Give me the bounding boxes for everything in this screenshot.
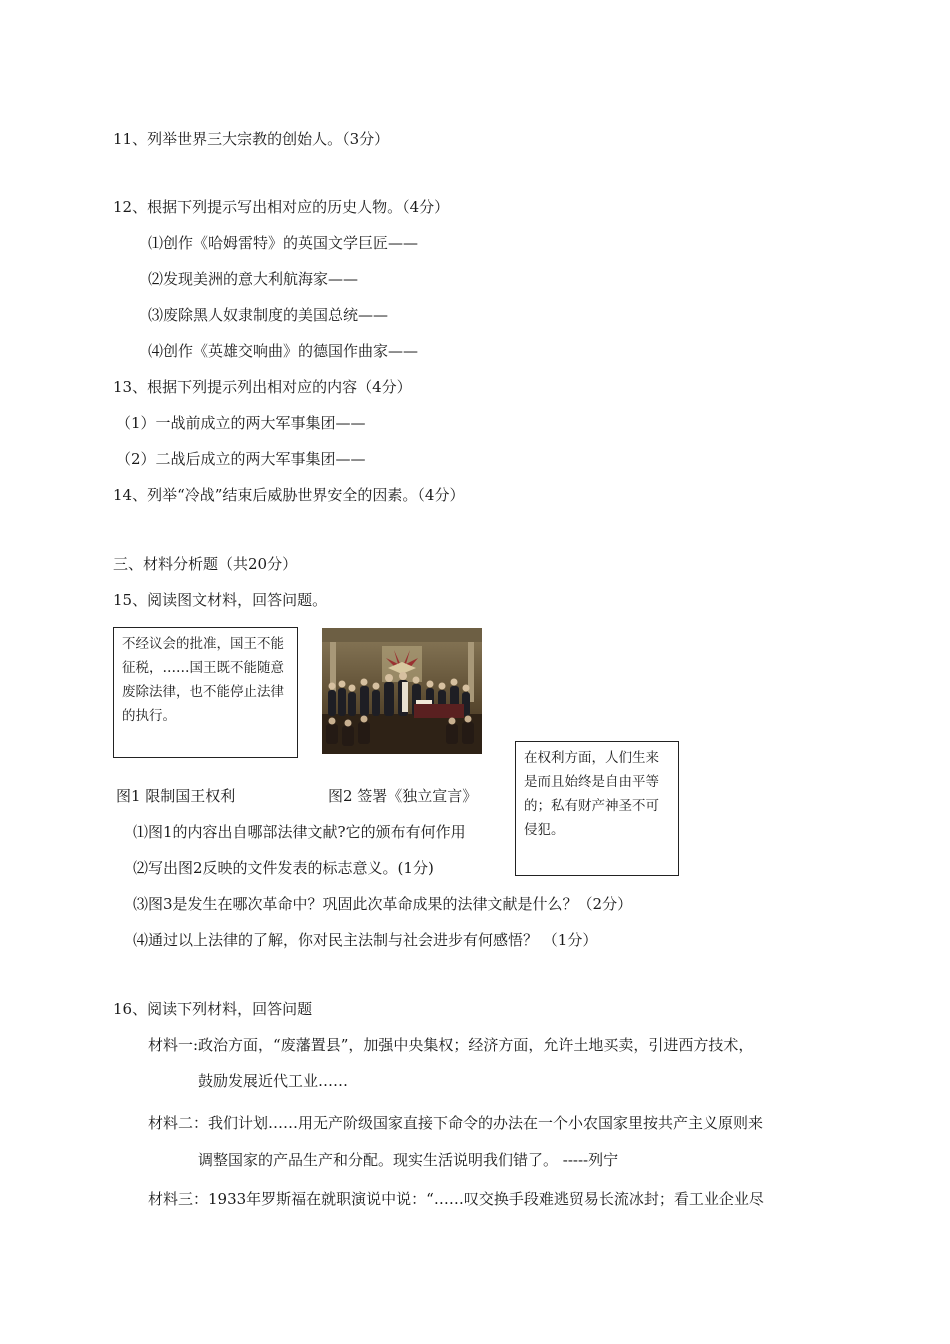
question-13-item-2: （2）二战后成立的两大军事集团—— xyxy=(116,450,366,468)
material-2-line-1: 材料二：我们计划……用无产阶级国家直接下命令的办法在一个小农国家里按共产主义原则来 xyxy=(148,1114,764,1132)
question-14: 14、列举“冷战”结束后威胁世界安全的因素。（4分） xyxy=(113,486,465,504)
figure-1-text-box: 不经议会的批准，国王不能征税，……国王既不能随意废除法律，也不能停止法律的执行。 xyxy=(113,627,298,758)
question-15-sub-1: ⑴图1的内容出自哪部法律文献?它的颁布有何作用 xyxy=(133,823,466,841)
question-12-stem: 12、根据下列提示写出相对应的历史人物。（4分） xyxy=(113,198,450,216)
material-3-line-1: 材料三：1933年罗斯福在就职演说中说：“……叹交换手段难逃贸易长流冰封；看工业企业尽 xyxy=(148,1190,764,1208)
question-15-sub-2: ⑵写出图2反映的文件发表的标志意义。(1分) xyxy=(133,859,434,877)
question-13-item-1: （1）一战前成立的两大军事集团—— xyxy=(116,414,366,432)
question-12-item-3: ⑶废除黑人奴隶制度的美国总统—— xyxy=(148,306,389,324)
material-1-line-1: 材料一:政治方面，“废藩置县”，加强中央集权；经济方面，允许土地买卖，引进西方技术， xyxy=(148,1036,754,1054)
figure-2-caption: 图2 签署《独立宣言》 xyxy=(328,787,478,805)
material-1-line-2: 鼓励发展近代工业…… xyxy=(198,1072,349,1090)
figure-1-caption: 图1 限制国王权利 xyxy=(116,787,236,805)
material-2-line-2: 调整国家的产品生产和分配。现实生活说明我们错了。 -----列宁 xyxy=(198,1151,619,1169)
question-15-sub-4: ⑷通过以上法律的了解，你对民主法制与社会进步有何感悟？ （1分） xyxy=(133,931,598,949)
question-12-item-1: ⑴创作《哈姆雷特》的英国文学巨匠—— xyxy=(148,234,419,252)
section-three-title: 三、材料分析题（共20分） xyxy=(113,555,298,573)
question-12-item-2: ⑵发现美洲的意大利航海家—— xyxy=(148,270,359,288)
question-13-stem: 13、根据下列提示列出相对应的内容（4分） xyxy=(113,378,412,396)
declaration-painting-image xyxy=(322,628,482,754)
question-15-stem: 15、阅读图文材料，回答问题。 xyxy=(113,591,328,609)
figure-3-text-box: 在权利方面，人们生来是而且始终是自由平等的；私有财产神圣不可侵犯。 xyxy=(515,741,679,876)
question-16-stem: 16、阅读下列材料，回答问题 xyxy=(113,1000,313,1018)
question-11: 11、列举世界三大宗教的创始人。（3分） xyxy=(113,130,390,148)
question-12-item-4: ⑷创作《英雄交响曲》的德国作曲家—— xyxy=(148,342,419,360)
question-15-sub-3: ⑶图3是发生在哪次革命中？巩固此次革命成果的法律文献是什么？（2分） xyxy=(133,895,633,913)
painting-illustration xyxy=(322,628,482,754)
